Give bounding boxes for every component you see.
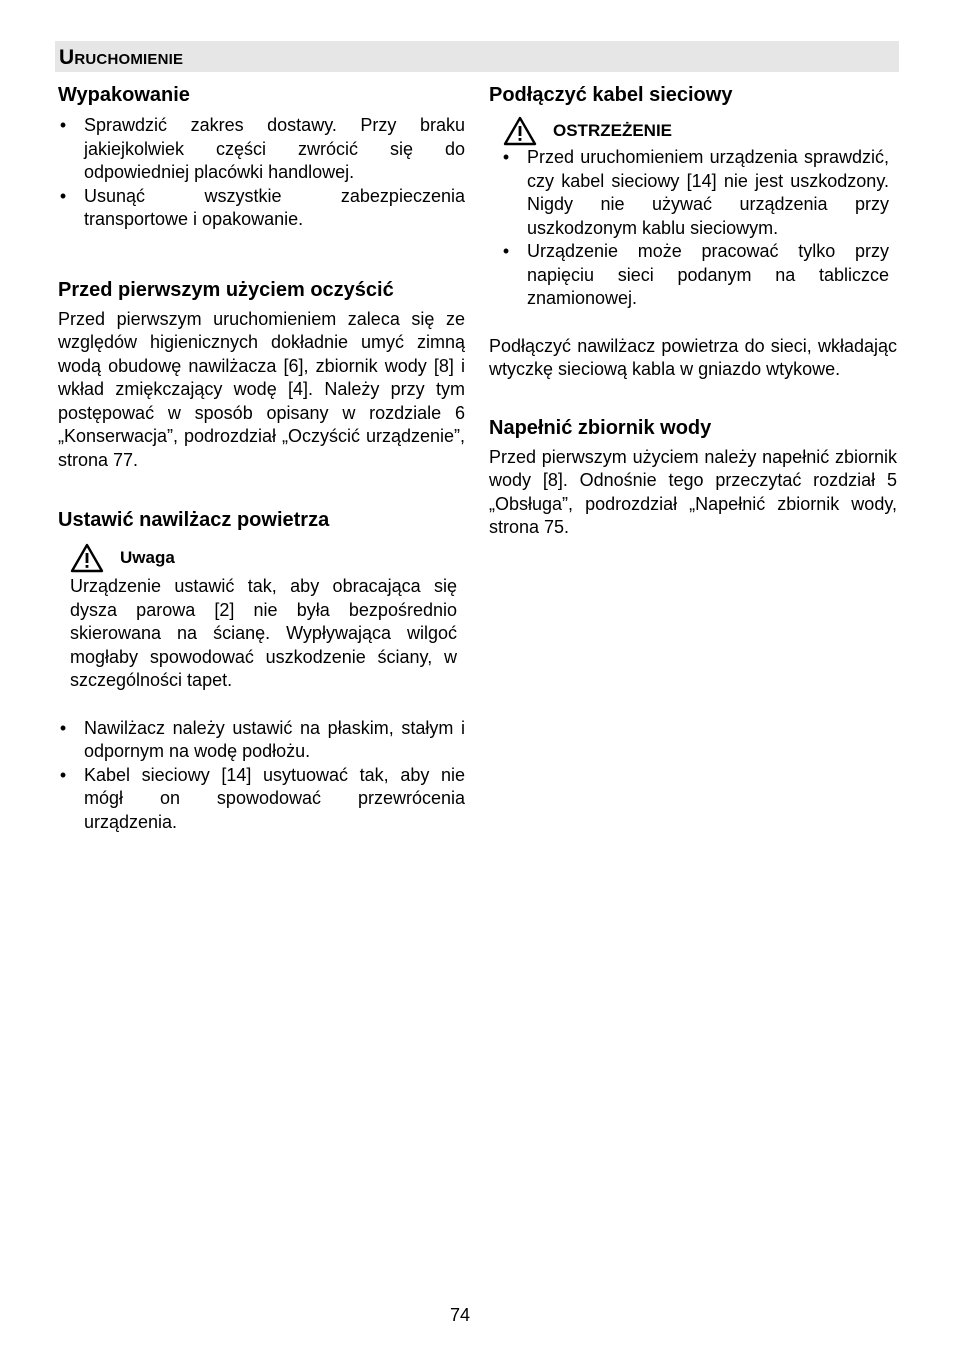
list-item: • Urządzenie może pracować tylko przy napięciu sieci podanym na tabliczce znamionowej. — [502, 241, 889, 308]
caution-text: Urządzenie ustawić tak, aby obracająca się dysza parowa [2] nie była bezpośrednio skierowana na ścianę. Wypływająca wilgoć mogłaby spowodować uszkodzenie ściany, w szczególności tapet. — [70, 576, 457, 690]
right-column — [489, 82, 897, 540]
warning-header — [503, 116, 889, 146]
caution-label: Uwaga — [120, 548, 175, 567]
warning-list — [501, 146, 889, 311]
list-item: • Kabel sieciowy [14] usytuować tak, aby nie mógł on spowodować przewrócenia urządzenia. — [59, 764, 465, 832]
heading-unpacking: Wypakowanie — [58, 84, 190, 106]
list-item: • Nawilżacz należy ustawić na płaskim, stałym i odpornym na wodę podłożu. — [59, 717, 465, 761]
caution-box — [58, 543, 465, 693]
list-item: • Sprawdzić zakres dostawy. Przy braku jakiejkolwiek części zwrócić się do odpowiedniej placówki handlowej. — [59, 115, 465, 182]
placement-list — [58, 717, 465, 835]
heading-fill: Napełnić zbiornik wody — [489, 416, 712, 439]
warning-label: OSTRZEŻENIE — [553, 121, 673, 140]
unpacking-list — [58, 114, 465, 232]
page-number: 74 — [449, 1305, 471, 1325]
warning-triangle-icon — [70, 543, 104, 573]
caution-header — [70, 543, 457, 573]
heading-cleaning: Przed pierwszym użyciem oczyścić — [58, 278, 394, 301]
power-text: Podłączyć nawilżacz powietrza do sieci, wkładając wtyczkę sieciową kabla w gniazdo wtykowe. — [489, 335, 897, 379]
warning-box — [489, 116, 897, 311]
section-header-bar — [55, 41, 899, 72]
heading-power: Podłączyć kabel sieciowy — [489, 84, 733, 106]
section-title: Uruchomienie — [59, 46, 184, 69]
heading-placement: Ustawić nawilżacz powietrza — [58, 509, 330, 531]
cleaning-text: Przed pierwszym uruchomieniem zaleca się ze względów higienicznych dokładnie umyć zimną wodą obudowę nawilżacza [6], zbiornik wody [8] i wkład zmiękczający wodę [4]. Należy przy tym postępować w sposób opisany w rozdziale 6 „Konserwacja”, podrozdział „Oczyścić urządzenie”, strona 77. — [58, 308, 465, 470]
list-item: • Usunąć wszystkie zabezpieczenia transportowe i opakowanie. — [59, 185, 465, 229]
list-item: • Przed uruchomieniem urządzenia sprawdzić, czy kabel sieciowy [14] nie jest uszkodzony. Nigdy nie używać urządzenia przy uszkodzonym kablu sieciowym. — [502, 147, 889, 238]
left-column — [58, 82, 465, 834]
warning-triangle-icon — [503, 116, 537, 146]
fill-text: Przed pierwszym użyciem należy napełnić zbiornik wody [8]. Odnośnie tego przeczytać rozdział 5 „Obsługa”, podrozdział „Napełnić zbiornik wody, strona 75. — [489, 446, 897, 537]
